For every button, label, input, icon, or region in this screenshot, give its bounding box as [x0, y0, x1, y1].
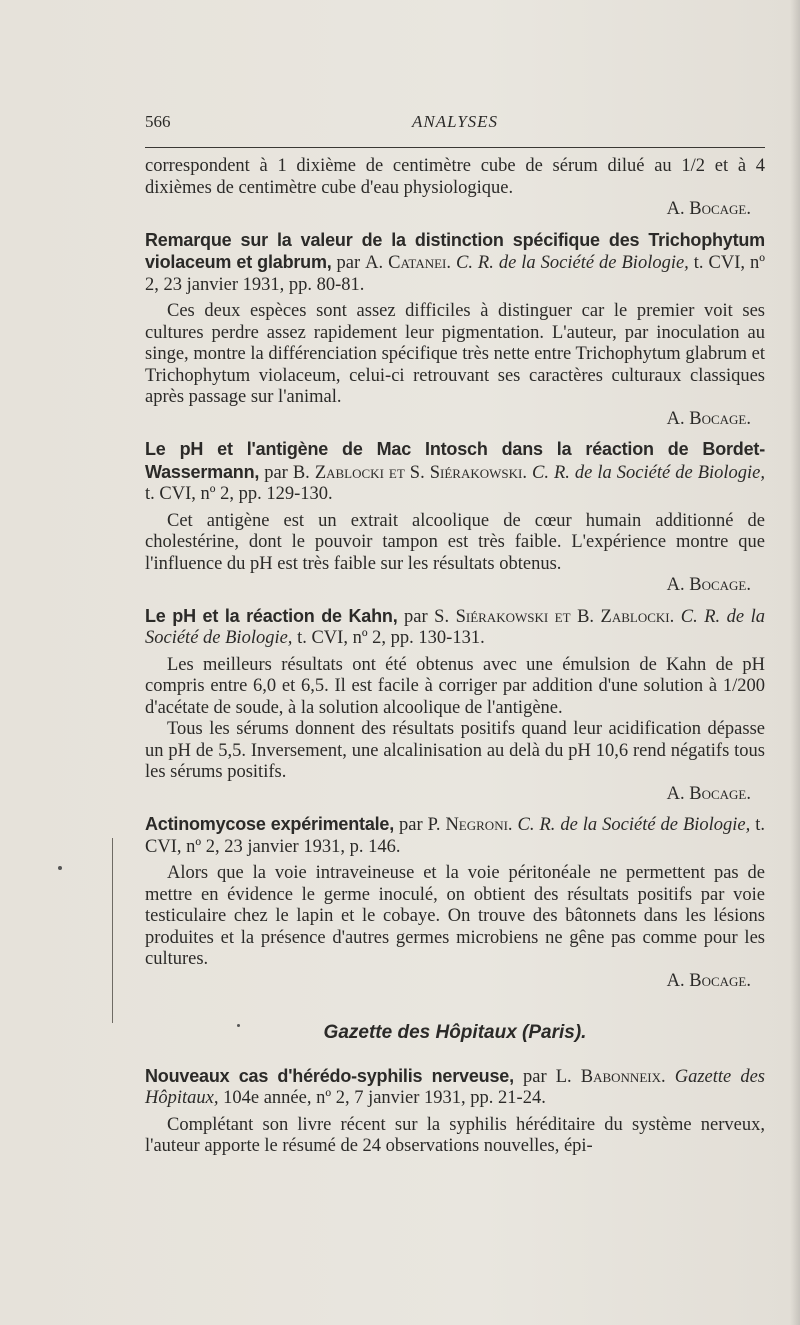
signature: A. Bocage.	[666, 575, 751, 595]
entry-authors: A. Catanei	[365, 253, 447, 273]
entry-reference: t. CVI, nº 2, 23 janvier 1931, p. 146.	[145, 815, 766, 857]
body-text	[145, 156, 765, 1158]
section-title: Gazette des Hôpitaux (Paris).	[323, 1022, 587, 1043]
entry-by: par	[513, 1066, 556, 1087]
signature: A. Bocage.	[666, 970, 751, 991]
page-edge-shadow	[790, 0, 800, 1325]
entry-journal: C. R. de la Société de Biologie,	[532, 462, 766, 483]
entry-by: par	[259, 462, 293, 483]
entry-heading	[145, 230, 765, 297]
entry-title: Actinomycose expérimentale,	[145, 814, 395, 834]
page-number: 566	[145, 112, 171, 131]
margin-dot	[58, 866, 62, 870]
entry-paragraph: Ces deux espèces sont assez difficiles à distinguer car le premier voit ses cultures perdre assez rapidement leur pigmentation. L'auteur, par inoculation au singe, montre la différenciation spécifique très nette entre Trichophytum glabrum et Trichophytum violaceum, celui-ci retrouvant ses caractères culturaux classiques après passage sur l'animal.	[145, 301, 765, 407]
entry-separator: .	[522, 462, 532, 483]
signature: A. Bocage.	[666, 408, 751, 429]
signature: A. Bocage.	[666, 783, 751, 804]
entry-reference: t. CVI, nº 2, pp. 130-131.	[292, 628, 485, 648]
entry-title: Remarque sur la valeur de la distinction spécifique des Trichophytum violaceum et glabrum,	[145, 229, 765, 272]
signature: A. Bocage.	[666, 199, 751, 219]
entry-title: Nouveaux cas d'hérédo-syphilis nerveuse,	[145, 1065, 514, 1086]
entry-separator: .	[669, 606, 681, 627]
entry-heading	[145, 439, 765, 506]
running-title: ANALYSES	[411, 112, 499, 131]
final-entry	[145, 1066, 765, 1158]
carryover-paragraph: correspondent à 1 dixième de centimètre cube de sérum dilué au 1/2 et à 4 dixièmes de centimètre cube d'eau physiologique.	[145, 156, 765, 198]
entry-journal: C. R. de la Société de Biologie,	[145, 606, 766, 648]
entry-by: par	[331, 253, 366, 273]
entry-heading	[145, 606, 765, 650]
entry-title: Le pH et la réaction de Kahn,	[145, 605, 398, 626]
entry-heading	[145, 1066, 765, 1110]
margin-pencil-mark	[112, 838, 123, 1023]
entry-authors: S. Siérakowski et B. Zablocki	[434, 606, 670, 627]
entry-paragraph: Tous les sérums donnent des résultats positifs quand leur acidification dépasse un pH de 5,5. Inversement, une alcalinisation au delà du pH 10,6 rend négatifs tous les sérums positifs.	[145, 719, 765, 782]
entry-reference: t. CVI, nº 2, 23 janvier 1931, pp. 80-81.	[145, 253, 765, 295]
running-head	[145, 112, 765, 142]
entry-authors: P. Negroni	[427, 815, 508, 835]
entry-heading	[145, 814, 765, 858]
entry-authors: L. Babonneix	[555, 1066, 661, 1087]
entry-2	[145, 439, 765, 597]
entry-paragraph: Complétant son livre récent sur la syphilis héréditaire du système nerveux, l'auteur apporte le résumé de 24 observations nouvelles, épi-	[145, 1114, 765, 1156]
entry-journal: Gazette des Hôpitaux,	[145, 1066, 765, 1108]
entry-paragraph: Les meilleurs résultats ont été obtenus avec une émulsion de Kahn de pH compris entre 6,0 et 6,5. Il est facile à corriger par addition d'une solution à 1/200 d'acétate de soude, à la solution alcoolique de l'antigène.	[145, 654, 765, 718]
entry-paragraph: Alors que la voie intraveineuse et la voie péritonéale ne permettent pas de mettre en évidence le germe inoculé, on obtient des résultats positifs par voie testiculaire chez le lapin et le cobaye. On trouve des bâtonnets dans les lésions produites et la présence d'autres germes microbiens ne gêne pas comme pour les cultures.	[145, 863, 765, 969]
entry-journal: C. R. de la Société de Biologie,	[455, 253, 689, 273]
entry-by: par	[397, 606, 435, 627]
entry-paragraph: Cet antigène est un extrait alcoolique de cœur humain additionné de cholestérine, dont le pouvoir tampon est très faible. L'expérience montre que l'influence du pH est très faible sur les résultats obtenus.	[145, 510, 765, 574]
entries	[145, 230, 765, 993]
entry-separator: .	[660, 1066, 675, 1087]
entry-authors: B. Zablocki et S. Siérakowski	[292, 462, 523, 483]
entry-separator: .	[507, 815, 518, 835]
entry-reference: 104e année, nº 2, 7 janvier 1931, pp. 21-24.	[218, 1088, 546, 1108]
entry-1	[145, 230, 765, 431]
entry-title: Le pH et l'antigène de Mac Intosch dans la réaction de Bordet-Wassermann,	[145, 439, 765, 482]
entry-4	[145, 814, 765, 992]
entry-separator: .	[446, 253, 456, 273]
entry-reference: t. CVI, nº 2, pp. 129-130.	[145, 484, 333, 504]
header-rule	[145, 147, 765, 148]
entry-3	[145, 606, 765, 806]
entry-by: par	[394, 815, 428, 835]
entry-journal: C. R. de la Société de Biologie,	[517, 815, 751, 835]
